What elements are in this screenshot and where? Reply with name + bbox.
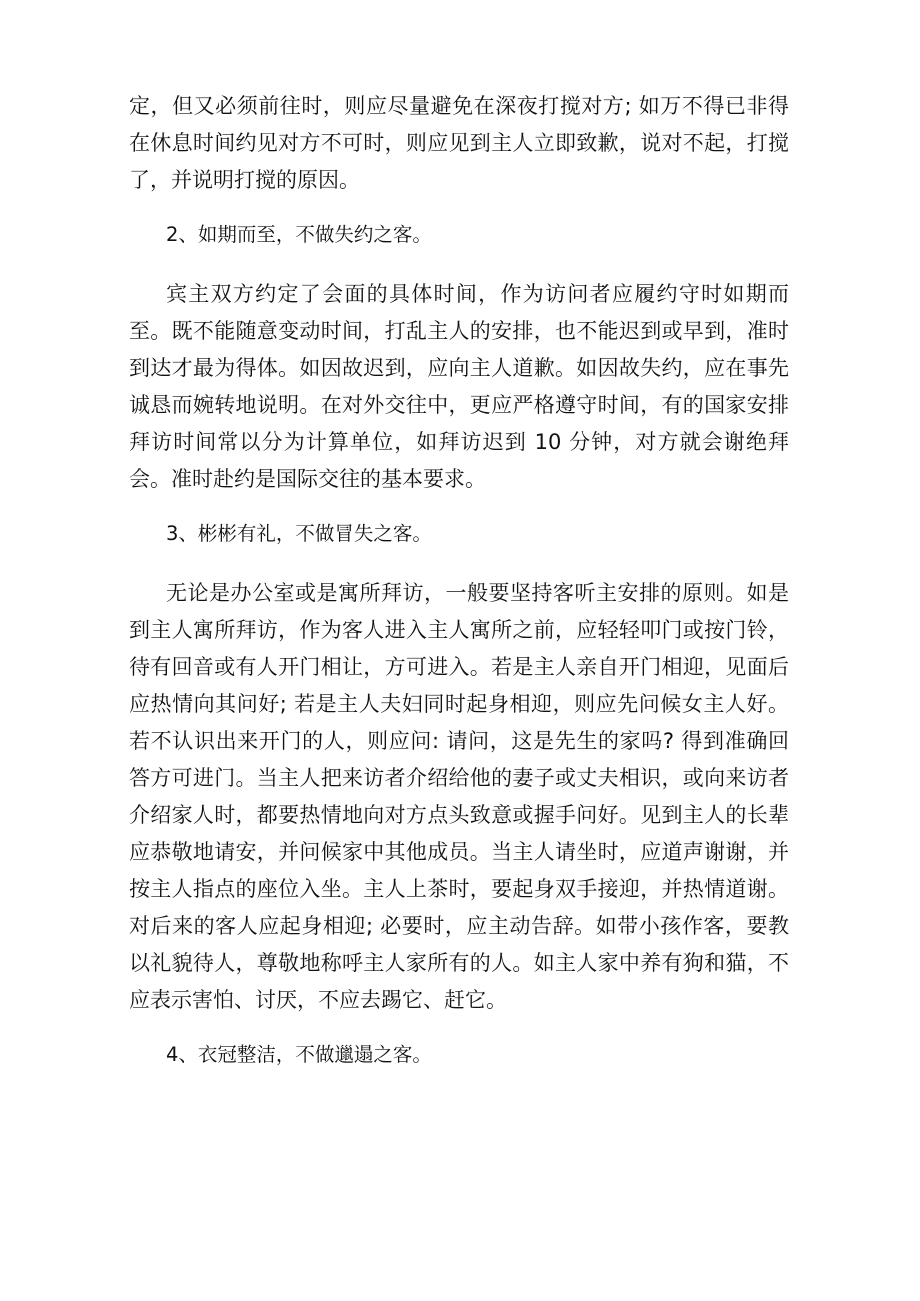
document-body (129, 88, 789, 1073)
paragraph-courtesy: 无论是办公室或是寓所拜访，一般要坚持客听主安排的原则。如是到主人寓所拜访，作为客人进入主人寓所之前，应轻轻叩门或按门铃，待有回音或有人开门相让，方可进入。若是主人亲自开门相迎，见面后应热情向其问好; 若是主人夫妇同时起身相迎，则应先问候女主人好。若不认识出来开门的人，则应问: 请问，这是先生的家吗? 得到准确回答方可进门。当主人把来访者介绍给他的妻子或丈夫相识，或向来访者介绍家人时，都要热情地向对方点头致意或握手问好。见到主人的长辈应恭敬地请安，并问候家中其他成员。当主人请坐时，应道声谢谢，并按主人指点的座位入坐。主人上茶时，要起身双手接迎，并热情道谢。对后来的客人应起身相迎; 必要时，应主动告辞。如带小孩作客，要教以礼貌待人，尊敬地称呼主人家所有的人。如主人家中养有狗和猫，不应表示害怕、讨厌，不应去踢它、赶它。 (129, 581, 789, 1012)
paragraph-punctuality: 宾主双方约定了会面的具体时间，作为访问者应履约守时如期而至。既不能随意变动时间，打乱主人的安排，也不能迟到或早到，准时到达才最为得体。如因故迟到，应向主人道歉。如因故失约，应在事先诚恳而婉转地说明。在对外交往中，更应严格遵守时间，有的国家安排拜访时间常以分为计算单位，如拜访迟到 10 分钟，对方就会谢绝拜会。准时赴约是国际交往的基本要求。 (129, 282, 789, 491)
section-heading-courtesy: 3、彬彬有礼，不做冒失之客。 (166, 522, 432, 545)
section-heading-attire: 4、衣冠整洁，不做邋遢之客。 (166, 1043, 432, 1066)
paragraph-visit-time-continuation: 定，但又必须前往时，则应尽量避免在深夜打搅对方; 如万不得已非得在休息时间约见对方不可时，则应见到主人立即致歉，说对不起，打搅了，并说明打搅的原因。 (129, 94, 789, 192)
section-heading-punctuality: 2、如期而至，不做失约之客。 (166, 223, 432, 246)
